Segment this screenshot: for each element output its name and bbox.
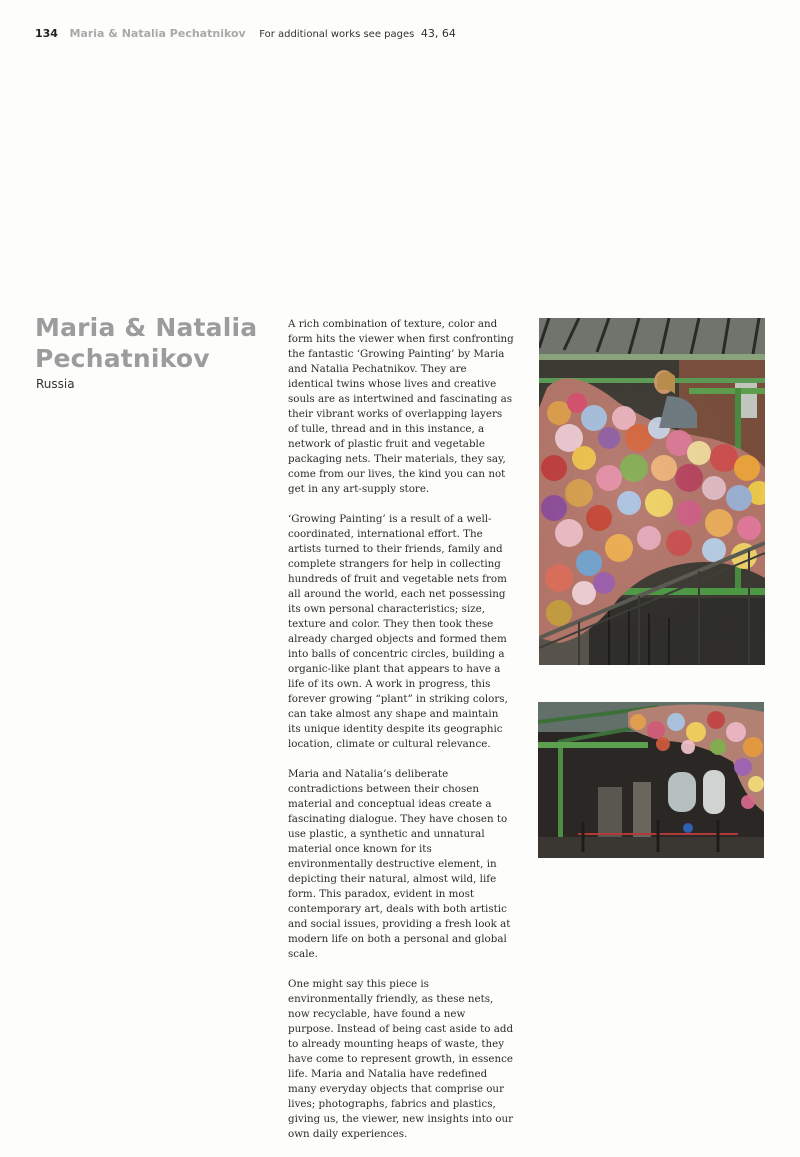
see-also-pages: 43, 64 xyxy=(420,27,456,40)
paragraph: ‘Growing Painting’ is a result of a well-coordinated, international effort. The artists turned to their friends, family and complete strangers for help in collecting hundreds of fruit and vegetable nets from all around the world, each net possessing its own personal characteristics; size, texture and color. They then took these already charged objects and formed them into balls of concentric circles, building a organic-like plant that appears to have a life of its own. A work in progress, this forever growing “plant” in striking colors, can take almost any shape and maintain its unique identity despite its geographic location, climate or cultural relevance. xyxy=(288,513,508,750)
artist-title-line-1: Maria & Natalia xyxy=(35,313,258,342)
installation-photo-hall xyxy=(538,702,764,858)
paragraph: A rich combination of texture, color and form hits the viewer when first confronting the fantastic ‘Growing Painting’ by Maria and Natalia Pechatnikov. They are identical twins whose lives and creative souls are as intertwined and fascinating as their vibrant works of overlapping layers of tulle, thread and in this instance, a network of plastic fruit and vegetable packaging nets. Their materials, they say, come from our lives, the kind you can not get in any art-supply store. xyxy=(288,318,514,495)
artist-title xyxy=(35,312,257,374)
paragraph: Maria and Natalia’s deliberate contradictions between their chosen material and conceptual ideas create a fascinating dialogue. They have chosen to use plastic, a synthetic and unnatural material once known for its environmentally destructive element, in depicting their natural, almost wild, life form. This paradox, evident in most contemporary art, deals with both artistic and social issues, providing a fresh look at modern life on both a personal and global scale. xyxy=(288,768,511,960)
article-body xyxy=(288,317,514,1157)
paragraph: One might say this piece is environmentally friendly, as these nets, now recyclable, have found a new purpose. Instead of being cast aside to add to already mounting heaps of waste, they have come to represent growth, in essence life. Maria and Natalia have redefined many everyday objects that comprise our lives; photographs, fabrics and plastics, giving us, the viewer, new insights into our own daily experiences. xyxy=(288,978,514,1140)
artist-country: Russia xyxy=(36,377,75,391)
running-head-artist: Maria & Natalia Pechatnikov xyxy=(69,27,246,40)
running-head xyxy=(35,27,456,40)
see-also-label: For additional works see pages xyxy=(259,29,415,40)
installation-photo-staircase xyxy=(539,318,765,665)
page-number: 134 xyxy=(35,27,58,40)
artist-title-line-2: Pechatnikov xyxy=(35,344,210,373)
